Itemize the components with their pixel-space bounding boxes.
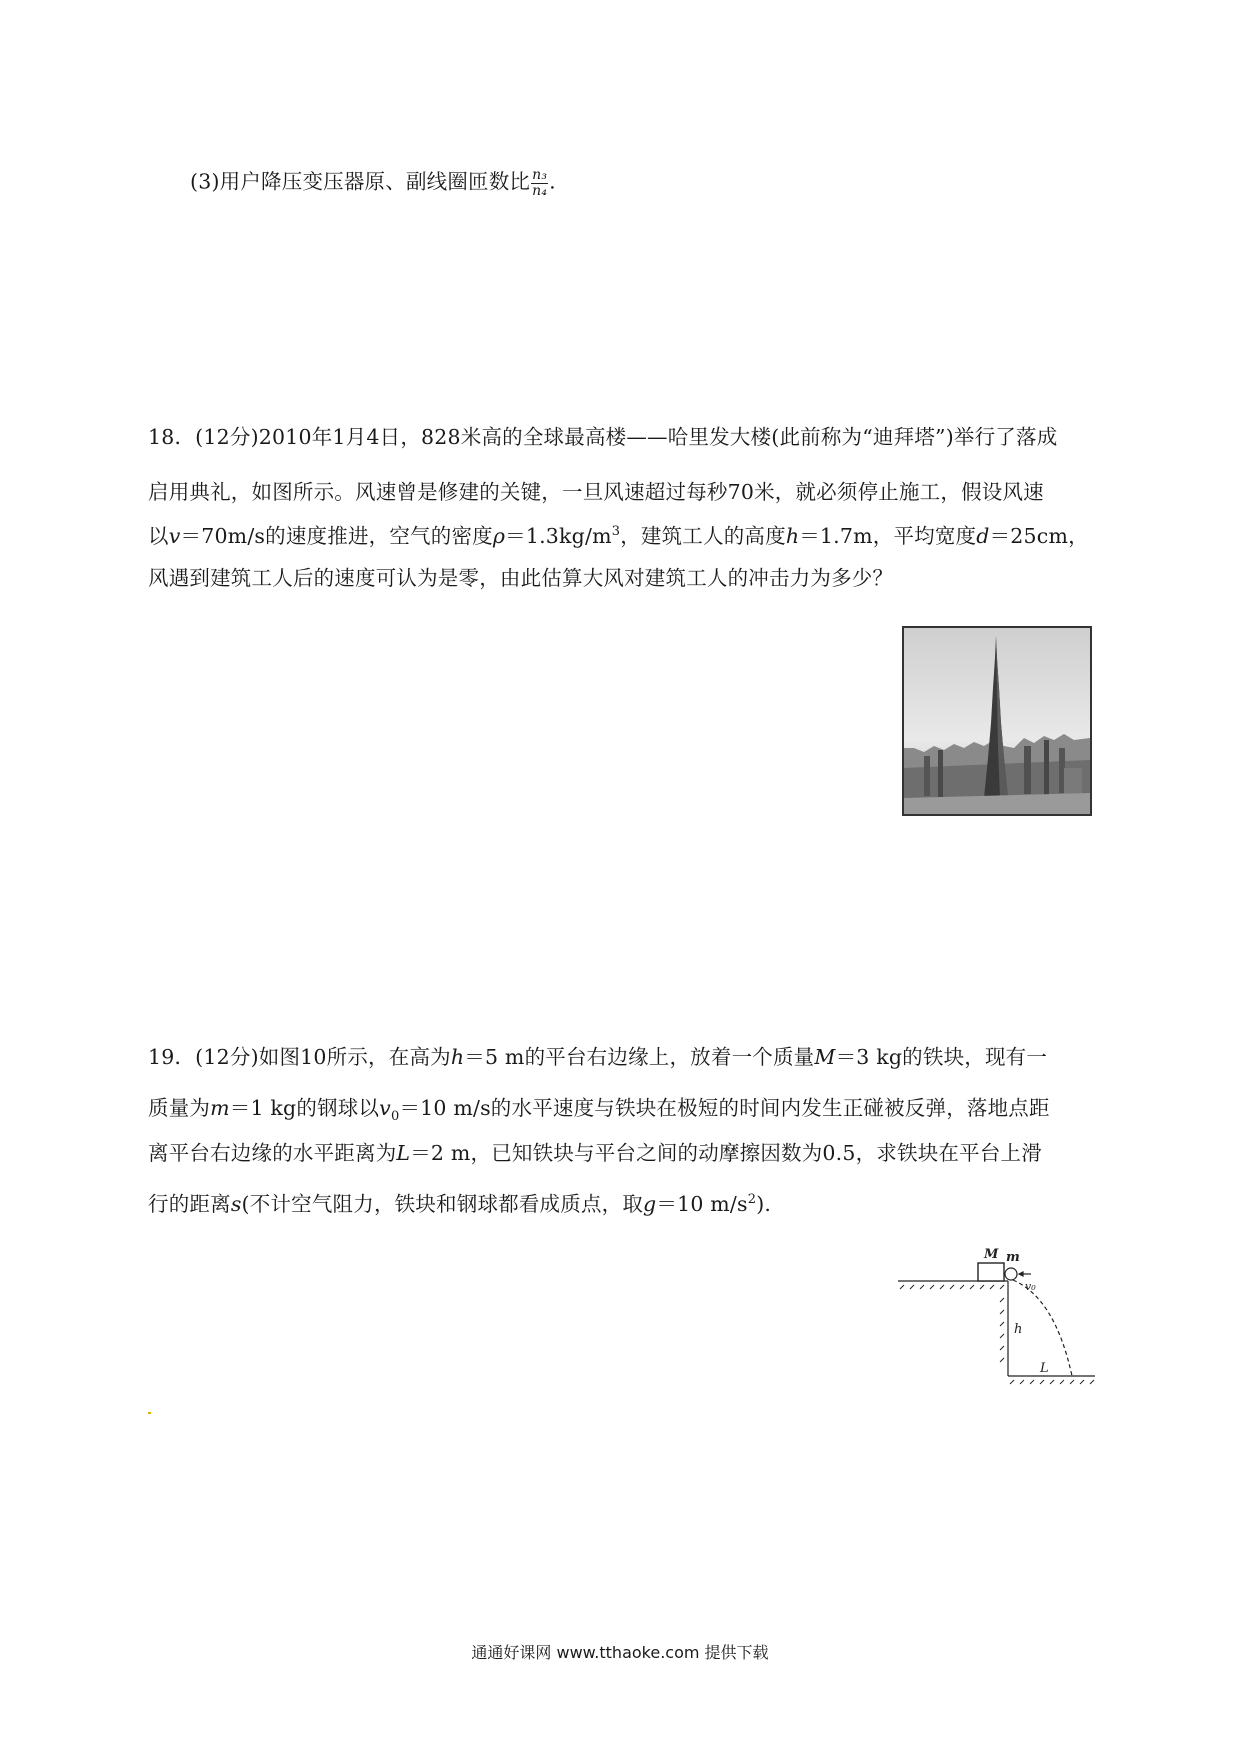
label-v0: v₀ — [1025, 1280, 1036, 1293]
var-m: m — [210, 1096, 230, 1120]
iron-block — [978, 1263, 1004, 1281]
label-m: m — [1006, 1250, 1020, 1265]
var-rho: ρ — [492, 523, 506, 548]
q19-line-2 — [148, 1098, 1050, 1123]
text: ＝25cm， — [989, 523, 1089, 548]
q17-part3-text: (3)用户降压变压器原、副线圈匝数比 — [190, 169, 531, 194]
var-h: h — [450, 1045, 465, 1069]
tower-photo — [902, 626, 1092, 816]
q18-line-4: 风遇到建筑工人后的速度可认为是零，由此估算大风对建筑工人的冲击力为多少？ — [148, 566, 894, 590]
var-s: s — [230, 1191, 242, 1216]
label-L: L — [1040, 1361, 1049, 1376]
q17-part3-end: . — [549, 169, 556, 194]
q17-part3 — [190, 168, 556, 198]
text: ). — [756, 1191, 772, 1216]
text: ＝1 kg的钢球以 — [229, 1096, 380, 1120]
stray-mark — [148, 1412, 151, 1414]
text: (不计空气阻力，铁块和钢球都看成质点，取 — [241, 1191, 644, 1216]
label-h: h — [1014, 1322, 1023, 1337]
text: ＝10 m/s — [656, 1191, 748, 1216]
text: ＝2 m，已知铁块与平台之间的动摩擦因数为0.5，求铁块在平台上滑 — [410, 1141, 1042, 1165]
text: ＝70m/s的速度推进，空气的密度 — [180, 523, 493, 548]
text: ＝10 m/s的水平速度与铁块在极短的时间内发生正碰被反弹，落地点距 — [399, 1096, 1050, 1120]
var-v: v — [168, 523, 181, 548]
platform-diagram — [890, 1238, 1120, 1388]
tower-illustration — [904, 628, 1090, 814]
var-v: v — [379, 1096, 391, 1120]
text: 以 — [148, 523, 169, 548]
page-footer: 通通好课网 www.tthaoke.com 提供下载 — [471, 1643, 769, 1662]
var-M: M — [814, 1045, 836, 1069]
subscript: 0 — [390, 1109, 400, 1125]
fraction-numerator: n₃ — [532, 167, 548, 183]
platform-hatching — [900, 1285, 1094, 1384]
var-g: g — [643, 1191, 657, 1216]
text: 质量为 — [148, 1096, 211, 1120]
fraction-denominator: n₄ — [532, 182, 548, 199]
q19-line-1 — [148, 1047, 1047, 1068]
text: ＝1.7m，平均宽度 — [799, 523, 977, 548]
q18-line-2: 启用典礼，如图所示。风速曾是修建的关键，一旦风速超过每秒70米，就必须停止施工，假设风速 — [148, 480, 1044, 504]
q19-line-3 — [148, 1143, 1042, 1164]
var-d: d — [976, 523, 990, 548]
text: ＝5 m的平台右边缘上，放着一个质量 — [464, 1045, 815, 1069]
q19-line-4 — [148, 1193, 771, 1214]
text: ＝1.3kg/m — [505, 523, 612, 548]
steel-ball — [1005, 1268, 1017, 1280]
arrowhead-icon — [1019, 1272, 1023, 1276]
superscript: 2 — [747, 1192, 757, 1207]
text: 离平台右边缘的水平距离为 — [148, 1141, 397, 1165]
q18-line-3 — [148, 525, 1089, 546]
q18-line-1: 18．(12分)2010年1月4日，828米高的全球最高楼——哈里发大楼(此前称为“迪拜塔”)举行了落成 — [148, 425, 1058, 449]
label-M: M — [984, 1247, 999, 1262]
text: ，建筑工人的高度 — [620, 523, 786, 548]
text: 行的距离 — [148, 1191, 231, 1216]
superscript: 3 — [611, 524, 621, 539]
var-h: h — [785, 523, 800, 548]
text: 19．(12分)如图10所示，在高为 — [148, 1045, 451, 1069]
var-L: L — [396, 1141, 411, 1165]
text: ＝3 kg的铁块，现有一 — [835, 1045, 1048, 1069]
turns-ratio-fraction — [531, 168, 548, 198]
